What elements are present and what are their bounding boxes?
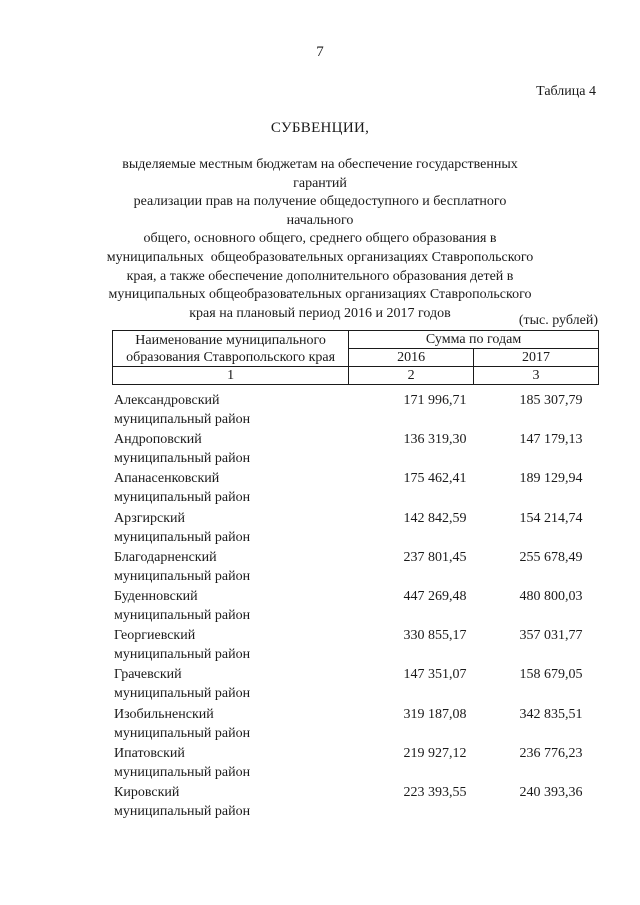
- value-2016: 175 462,41: [403, 471, 467, 487]
- table-row: [114, 509, 604, 548]
- value-2017: 158 679,05: [519, 667, 583, 683]
- header-name-line: Наименование муниципального: [135, 332, 326, 348]
- district-name: Изобильненский: [114, 706, 214, 722]
- district-name-cell: [114, 783, 364, 821]
- value-2017: 342 835,51: [519, 706, 583, 722]
- header-name-line: образования Ставропольского края: [126, 349, 336, 365]
- district-name: Александровский: [114, 393, 220, 408]
- document-subtitle: [100, 156, 540, 323]
- value-2016: 223 393,55: [403, 784, 467, 800]
- district-kind: муниципальный район: [114, 529, 251, 545]
- district-name-cell: [114, 705, 364, 743]
- table-row: [114, 626, 604, 665]
- district-kind: муниципальный район: [114, 568, 251, 584]
- header-name-cell: [113, 331, 349, 367]
- subtitle-line: реализации прав на получение общедоступного и бесплатного начального: [133, 194, 507, 228]
- value-2017: 240 393,36: [519, 784, 583, 800]
- column-number-1: 1: [113, 367, 349, 385]
- table-row: [114, 430, 604, 469]
- value-2017: 357 031,77: [519, 628, 583, 644]
- district-name-cell: [114, 626, 364, 664]
- district-kind: муниципальный район: [114, 647, 251, 663]
- district-kind: муниципальный район: [114, 803, 251, 819]
- page-number: 7: [316, 44, 324, 60]
- district-name-cell: [114, 469, 364, 507]
- table-row: [114, 391, 604, 430]
- district-name-cell: [114, 744, 364, 782]
- subtitle-line: выделяемые местным бюджетам на обеспечение государственных гарантий: [122, 157, 518, 191]
- district-kind: муниципальный район: [114, 451, 251, 467]
- district-name-cell: [114, 509, 364, 547]
- subtitle-line: края, а также обеспечение дополнительного образования детей в: [126, 268, 514, 284]
- district-kind: муниципальный район: [114, 490, 251, 506]
- value-2016: 147 351,07: [403, 667, 467, 683]
- district-kind: муниципальный район: [114, 725, 251, 741]
- district-name-cell: [114, 548, 364, 586]
- value-2017: 236 776,23: [519, 745, 583, 761]
- district-name: Арзгирский: [114, 510, 186, 526]
- district-kind: муниципальный район: [114, 686, 251, 702]
- value-2016: 219 927,12: [403, 745, 467, 761]
- table-body: [114, 391, 604, 822]
- district-name: Андроповский: [114, 432, 202, 448]
- table-row: [114, 783, 604, 822]
- district-kind: муниципальный район: [114, 412, 251, 427]
- header-year-2016: 2016: [349, 349, 474, 367]
- column-number-3: 3: [474, 367, 599, 385]
- subtitle-line: общего, основного общего, среднего общего образования в: [143, 231, 497, 247]
- table-row: [114, 548, 604, 587]
- header-sum-cell: Сумма по годам: [349, 331, 599, 349]
- table-row: [114, 744, 604, 783]
- subtitle-line: края на плановый период 2016 и 2017 годов: [189, 305, 451, 321]
- district-name: Кировский: [114, 784, 180, 800]
- value-2017: 189 129,94: [519, 471, 583, 487]
- table-row: [114, 705, 604, 744]
- value-2017: 185 307,79: [519, 393, 583, 408]
- district-kind: муниципальный район: [114, 764, 251, 780]
- value-2016: 237 801,45: [403, 549, 467, 565]
- district-name-cell: [114, 665, 364, 703]
- district-name-cell: [114, 430, 364, 468]
- district-name: Грачевский: [114, 667, 182, 683]
- header-year-2017: 2017: [474, 349, 599, 367]
- value-2017: 154 214,74: [519, 510, 583, 526]
- value-2016: 330 855,17: [403, 628, 467, 644]
- value-2017: 147 179,13: [519, 432, 583, 448]
- district-name: Ипатовский: [114, 745, 185, 761]
- value-2016: 136 319,30: [403, 432, 467, 448]
- district-name: Буденновский: [114, 588, 198, 604]
- value-2017: 480 800,03: [519, 588, 583, 604]
- table-row: [114, 587, 604, 626]
- table-row: [114, 665, 604, 704]
- value-2016: 171 996,71: [403, 393, 467, 408]
- value-2016: 142 842,59: [403, 510, 467, 526]
- document-title: СУБВЕНЦИИ,: [270, 120, 370, 136]
- value-2016: 319 187,08: [403, 706, 467, 722]
- district-name-cell: [114, 587, 364, 625]
- subtitle-line: муниципальных общеобразовательных организациях Ставропольского: [108, 287, 532, 303]
- district-name: Георгиевский: [114, 628, 196, 644]
- district-name: Апанасенковский: [114, 471, 220, 487]
- district-kind: муниципальный район: [114, 607, 251, 623]
- district-name: Благодарненский: [114, 549, 217, 565]
- table-row: [114, 469, 604, 508]
- table-header: [112, 330, 599, 385]
- subtitle-line: муниципальных общеобразовательных организациях Ставропольского: [106, 249, 534, 265]
- district-name-cell: [114, 391, 364, 429]
- units-label: (тыс. рублей): [518, 313, 598, 328]
- value-2016: 447 269,48: [403, 588, 467, 604]
- column-number-2: 2: [349, 367, 474, 385]
- table-label: Таблица 4: [536, 84, 596, 99]
- value-2017: 255 678,49: [519, 549, 583, 565]
